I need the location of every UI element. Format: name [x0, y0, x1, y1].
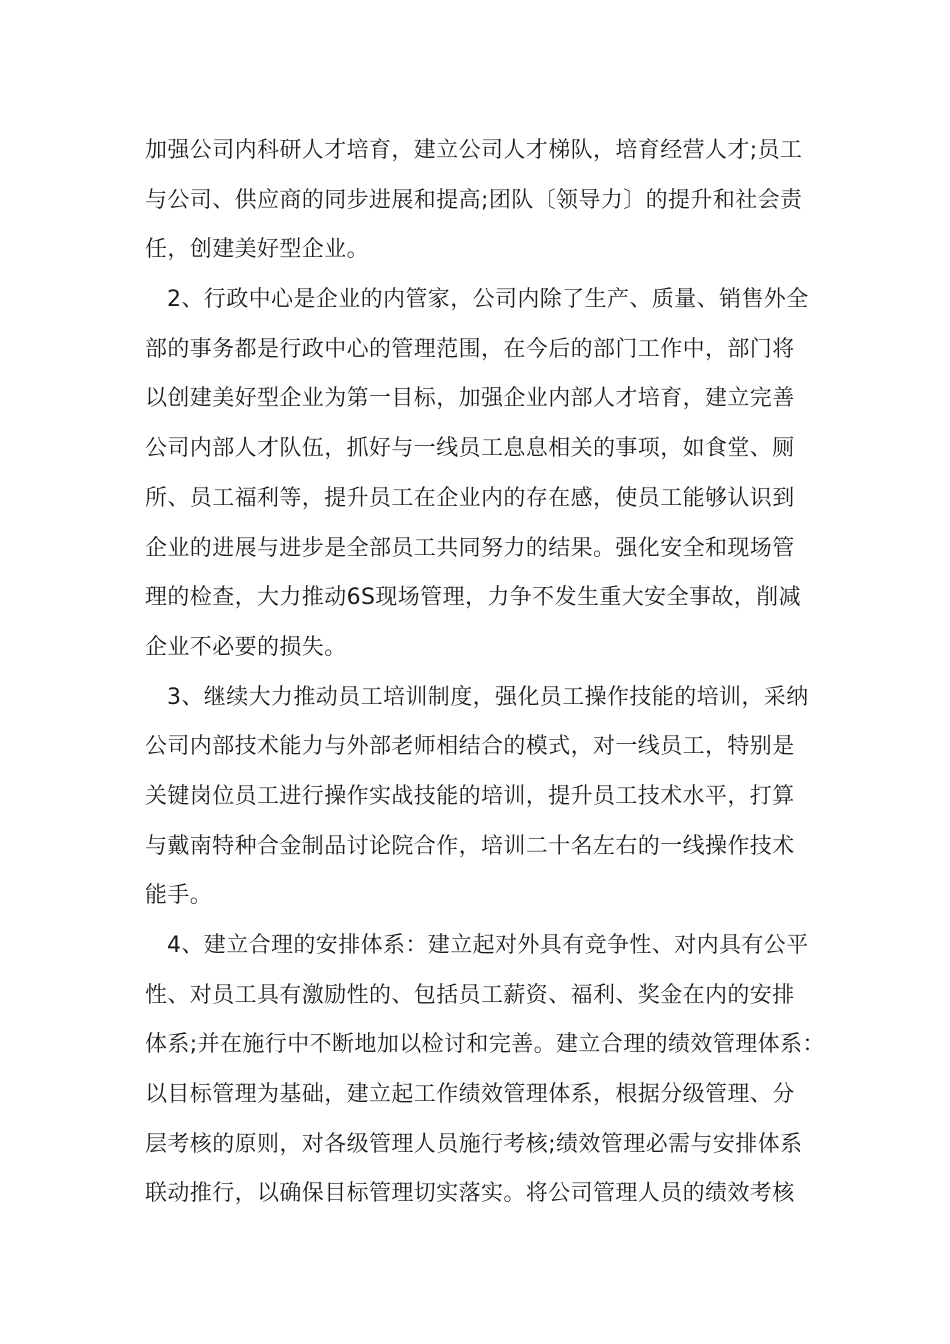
text-line: 与公司、供应商的同步进展和提高;团队〔领导力〕的提升和社会责: [145, 187, 803, 213]
text-line: 企业不必要的损失。: [145, 634, 347, 660]
text-line: 企业的进展与进步是全部员工共同努力的结果。强化安全和现场管: [145, 535, 795, 561]
paragraph-start-line: 4、建立合理的安排体系：建立起对外具有竞争性、对内具有公平: [167, 933, 809, 958]
text-line: 层考核的原则，对各级管理人员施行考核;绩效管理必需与安排体系: [145, 1131, 803, 1157]
paragraph-start-line: 2、行政中心是企业的内管家，公司内除了生产、质量、销售外全: [167, 287, 809, 313]
text-line: 公司内部人才队伍，抓好与一线员工息息相关的事项，如食堂、厕: [145, 436, 795, 462]
text-line: 联动推行，以确保目标管理切实落实。将公司管理人员的绩效考核: [145, 1181, 795, 1207]
text-line: 以创建美好型企业为第一目标，加强企业内部人才培育，建立完善: [145, 386, 795, 412]
text-line: 所、员工福利等，提升员工在企业内的存在感，使员工能够认识到: [145, 485, 795, 511]
text-line: 能手。: [145, 883, 213, 909]
text-line: 公司内部技术能力与外部老师相结合的模式，对一线员工，特别是: [145, 734, 795, 760]
text-line: 与戴南特种合金制品讨论院合作，培训二十名左右的一线操作技术: [145, 833, 795, 859]
paragraph-start-line: 3、继续大力推动员工培训制度，强化员工操作技能的培训，采纳: [167, 684, 809, 710]
text-line: 关键岗位员工进行操作实战技能的培训，提升员工技术水平，打算: [145, 783, 795, 809]
text-line: 以目标管理为基础，建立起工作绩效管理体系，根据分级管理、分: [145, 1082, 795, 1108]
text-line: 加强公司内科研人才培育，建立公司人才梯队，培育经营人才;员工: [145, 138, 803, 163]
document-body: [145, 126, 825, 1219]
text-line: 性、对员工具有激励性的、包括员工薪资、福利、奖金在内的安排: [145, 982, 795, 1008]
text-line: 任，创建美好型企业。: [145, 237, 370, 263]
text-line: 理的检查，大力推动6S现场管理，力争不发生重大安全事故，削减: [145, 585, 801, 611]
text-line: 体系;并在施行中不断地加以检讨和完善。建立合理的绩效管理体系：: [145, 1032, 825, 1058]
text-line: 部的事务都是行政中心的管理范围，在今后的部门工作中，部门将: [145, 336, 795, 362]
